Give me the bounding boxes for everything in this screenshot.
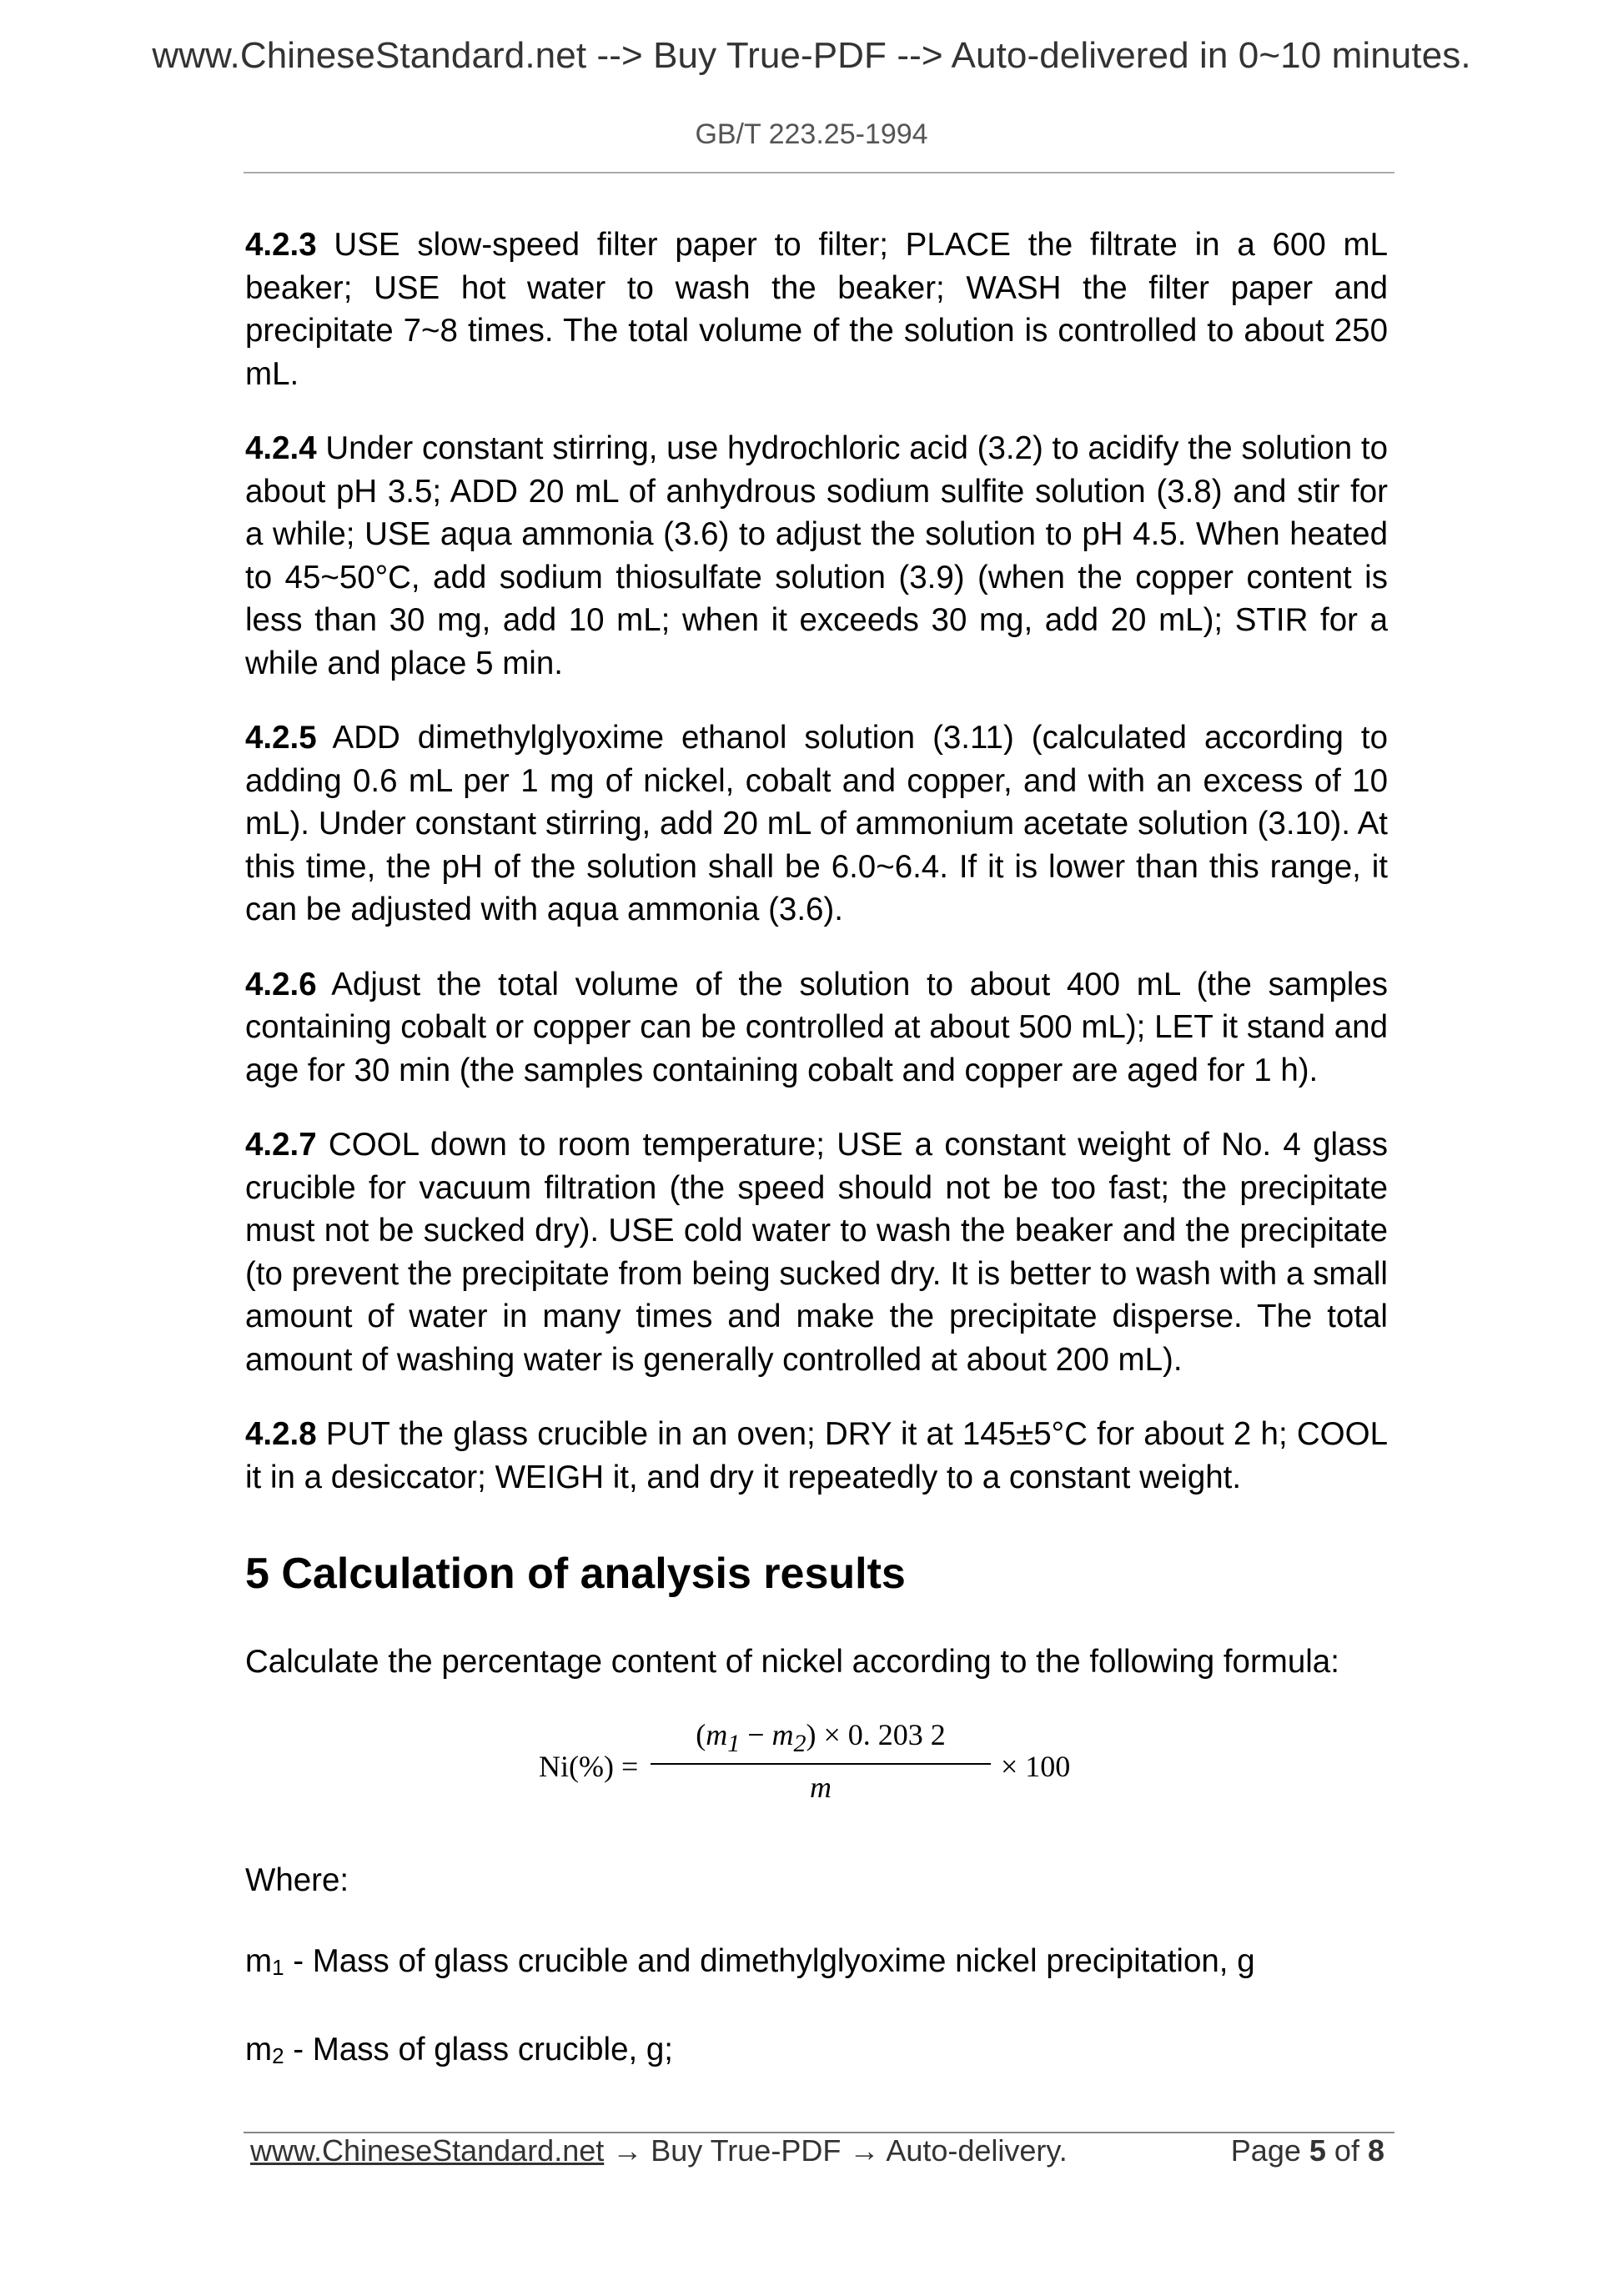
nickel-formula (245, 1717, 1388, 1817)
standard-number: GB/T 223.25-1994 (695, 118, 928, 150)
clause-number: 4.2.3 (245, 227, 317, 263)
symbol-m2: $m_2$ - Mass of glass crucible, g; (245, 2031, 673, 2068)
formula-lhs: Ni(%) = (539, 1749, 639, 1783)
clause-text: PUT the glass crucible in an oven; DRY it at 145±5°C for about 2 h; COOL it in a desiccator; WEIGH it, and dry it repeatedly to a constant weight. (245, 1416, 1388, 1495)
where-label: Where: (245, 1861, 349, 1898)
clause-number: 4.2.7 (245, 1127, 317, 1163)
formula-rhs: × 100 (1001, 1749, 1071, 1783)
footer-site-link[interactable]: www.ChineseStandard.net (250, 2133, 605, 2168)
clause-4-2-4 (245, 427, 1388, 685)
section-heading: 5 Calculation of analysis results (245, 1550, 906, 1598)
formula-intro: Calculate the percentage content of nickel according to the following formula: (245, 1644, 1339, 1680)
footer-left (250, 2133, 1068, 2168)
footer-tagline: → Buy True-PDF → Auto-delivery. (604, 2133, 1068, 2168)
formula-numerator: $(m_1 - m_2) \times 0$. 203 2 (651, 1717, 991, 1765)
clause-text: Adjust the total volume of the solution to about 400 mL (the samples containing cobalt or copper can be controlled at about 500 mL); LET it stand and age for 30 min (the samples containing cobalt and copper are aged for 1 h). (245, 966, 1388, 1088)
page-content (245, 224, 1388, 2116)
clause-number: 4.2.8 (245, 1416, 317, 1452)
clause-text: USE slow-speed filter paper to filter; PLACE the filtrate in a 600 mL beaker; USE hot water to wash the beaker; WASH the filter paper and precipitate 7~8 times. The total volume of the solution is controlled to about 250 mL. (245, 227, 1388, 392)
clause-text: ADD dimethylglyoxime ethanol solution (3.11) (calculated according to adding 0.6 mL per 1 mg of nickel, cobalt and copper, and with an excess of 10 mL). Under constant stirring, add 20 mL of ammonium acetate solution (3.10). At this time, the pH of the solution shall be 6.0~6.4. If it is lower than this range, it can be adjusted with aqua ammonia (3.6). (245, 720, 1388, 927)
clause-4-2-5 (245, 716, 1388, 932)
formula-fraction (651, 1717, 991, 1805)
clause-number: 4.2.4 (245, 430, 317, 466)
clause-number: 4.2.6 (245, 966, 317, 1002)
clause-4-2-3 (245, 224, 1388, 395)
header-divider (244, 172, 1394, 173)
header-banner: www.ChineseStandard.net --> Buy True-PDF --> Auto-delivered in 0~10 minutes. (152, 35, 1471, 76)
clause-4-2-8 (245, 1413, 1388, 1499)
formula-denominator: m (810, 1770, 832, 1804)
clause-text: Under constant stirring, use hydrochloric acid (3.2) to acidify the solution to about pH 3.5; ADD 20 mL of anhydrous sodium sulfite solution (3.8) and stir for a while; USE aqua ammonia (3.6) to adjust the solution to pH 4.5. When heated to 45~50°C, add sodium thiosulfate solution (3.9) (when the copper content is less than 30 mg, add 10 mL; when it exceeds 30 mg, add 20 mL); STIR for a while and place 5 min. (245, 430, 1388, 681)
clause-4-2-7 (245, 1123, 1388, 1381)
page-footer (250, 2133, 1384, 2175)
clause-number: 4.2.5 (245, 720, 317, 756)
clause-4-2-6 (245, 963, 1388, 1093)
page-indicator: Page 5 of 8 (1230, 2133, 1384, 2168)
symbol-m1: $m_1$ - Mass of glass crucible and dimethylglyoxime nickel precipitation, g (245, 1943, 1255, 1980)
clause-text: COOL down to room temperature; USE a constant weight of No. 4 glass crucible for vacuum filtration (the speed should not be too fast; the precipitate must not be sucked dry). USE cold water to wash the beaker and the precipitate (to prevent the precipitate from being sucked dry. It is better to wash with a small amount of water in many times and make the precipitate disperse. The total amount of washing water is generally controlled at about 200 mL). (245, 1127, 1388, 1378)
